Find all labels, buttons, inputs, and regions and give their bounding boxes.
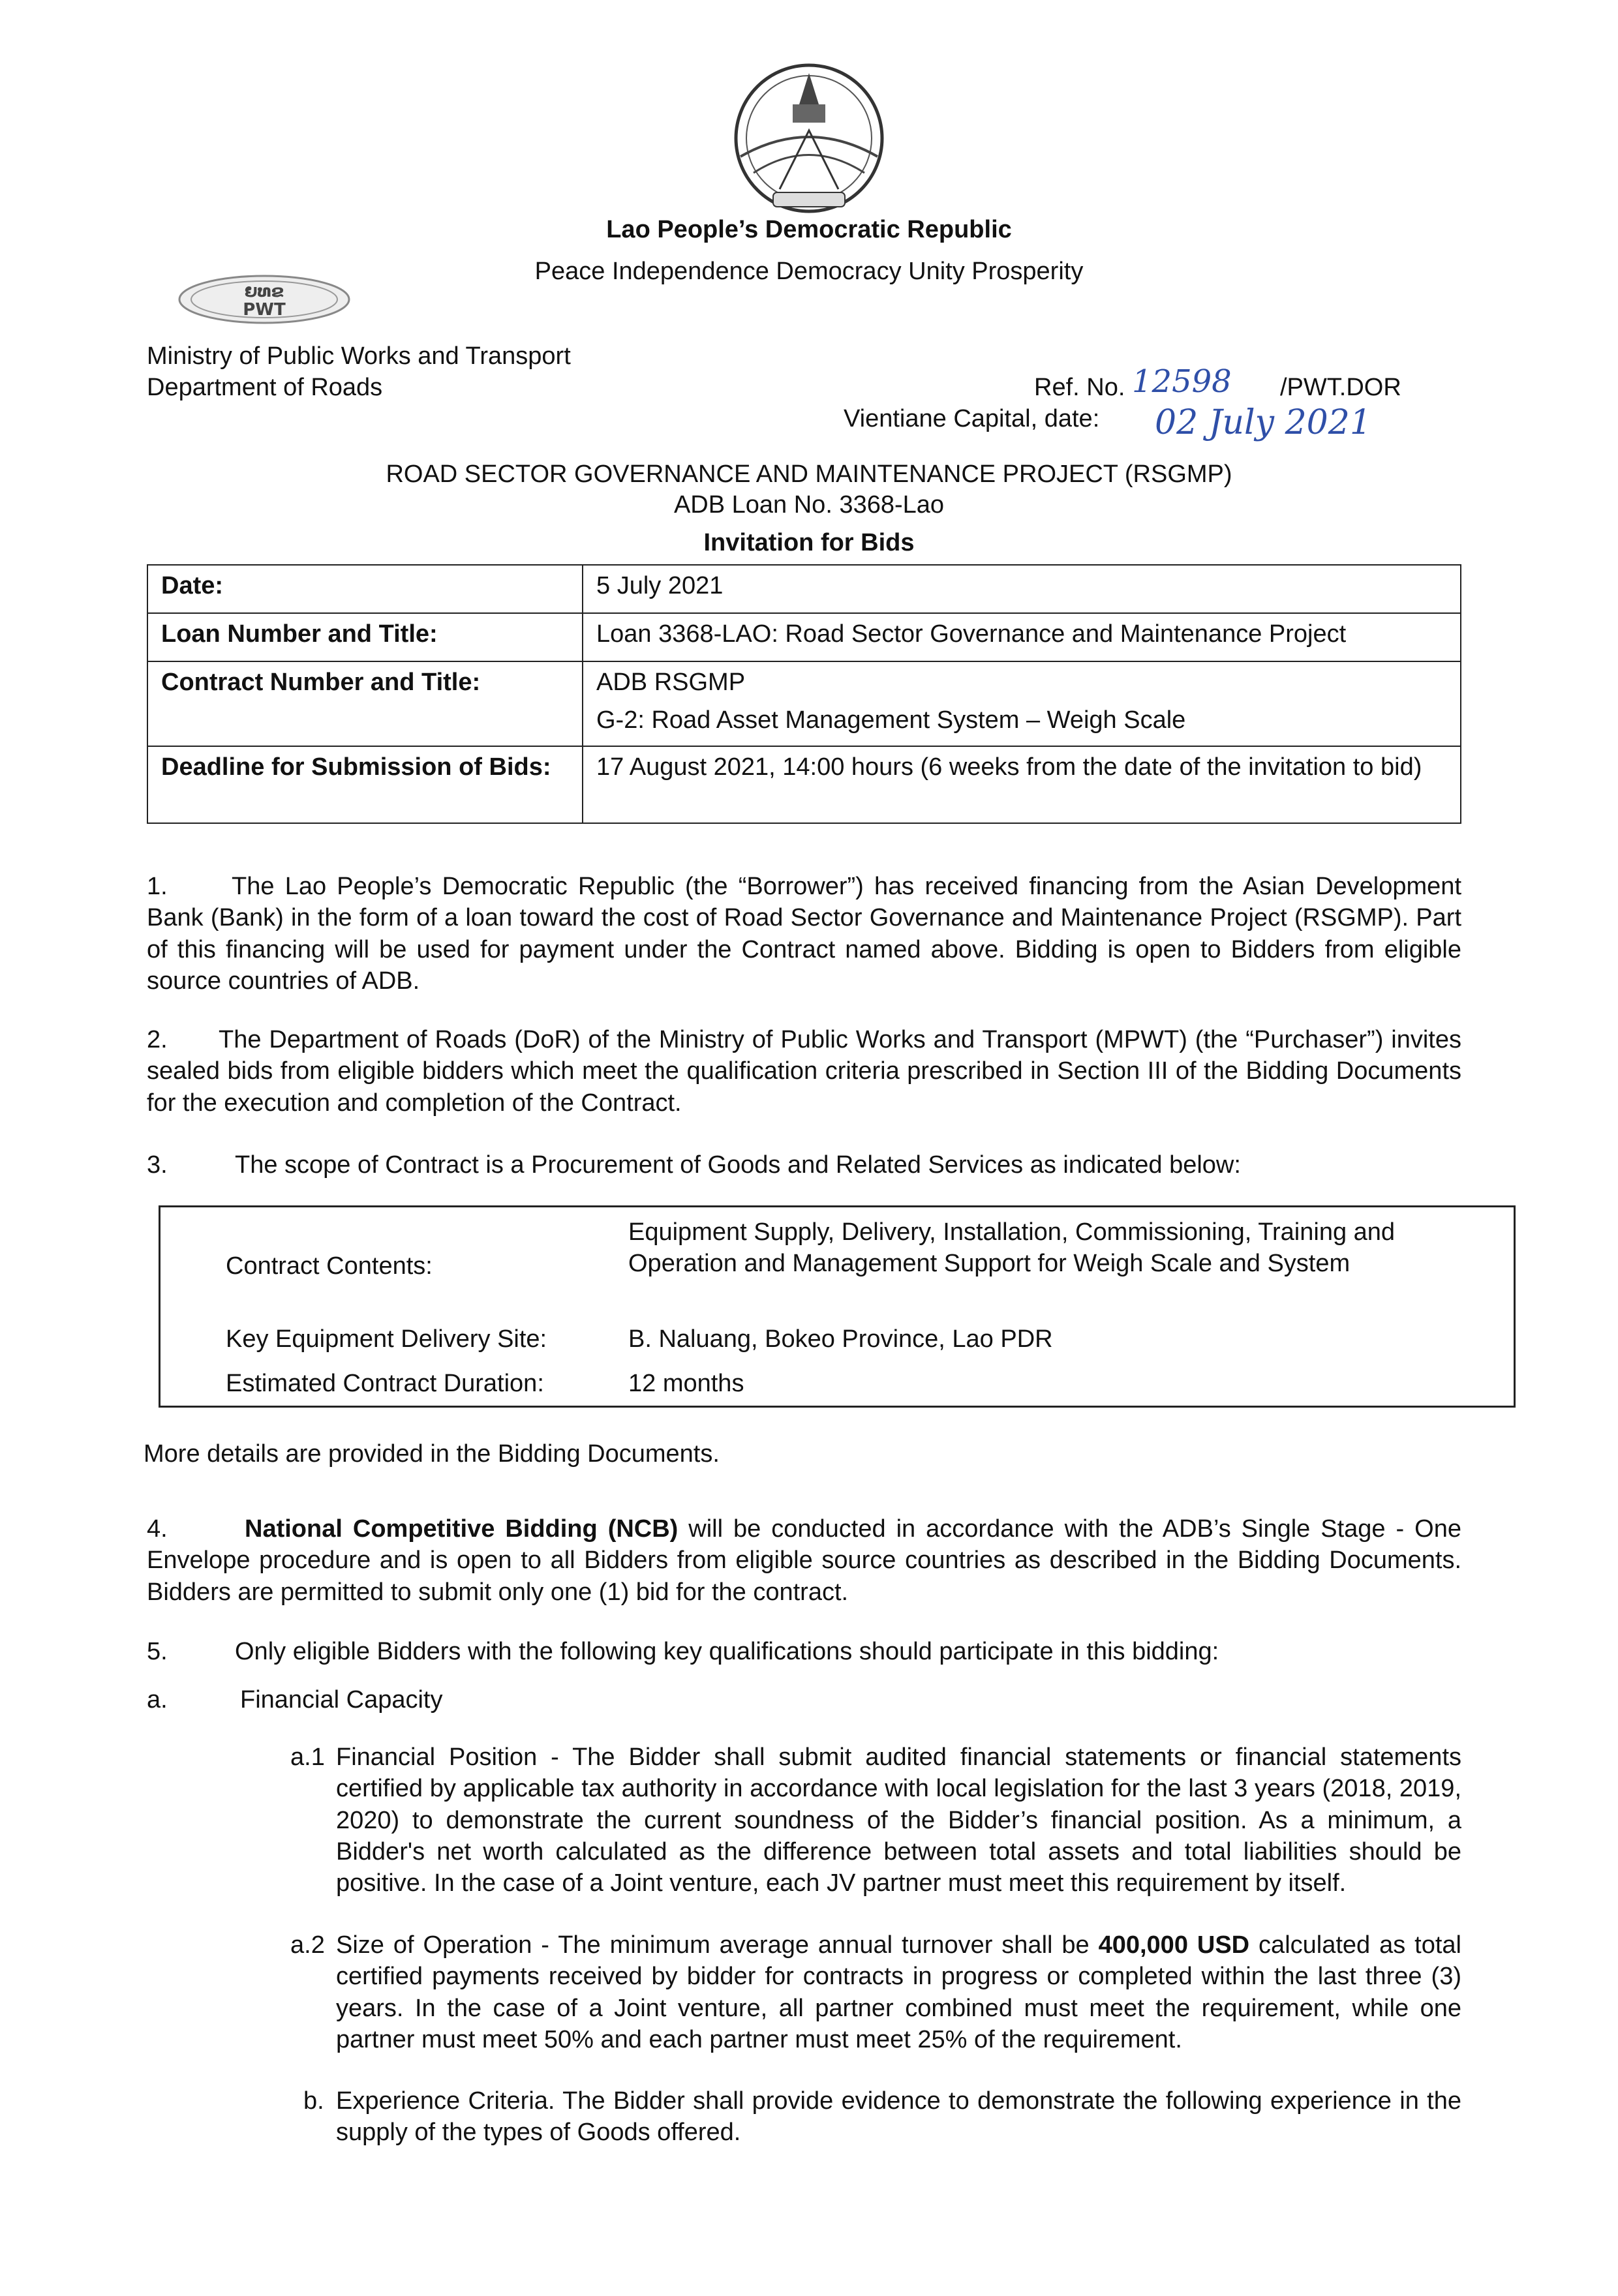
item-a2-text — [336, 1929, 1461, 2055]
ministry-name: Ministry of Public Works and Transport — [147, 342, 571, 370]
table-row — [147, 746, 1461, 823]
paragraph-3-text: The scope of Contract is a Procurement of Goods and Related Services as indicated below: — [235, 1151, 1241, 1179]
stamp-lao-text: ຍທຂ — [244, 282, 284, 301]
site-label: Key Equipment Delivery Site: — [226, 1325, 547, 1353]
national-emblem — [701, 59, 917, 219]
table-row — [147, 565, 1461, 613]
date-label: Vientiane Capital, date: — [844, 405, 1100, 432]
ref-label: Ref. No. — [1034, 374, 1125, 401]
item-a1-text: Financial Position - The Bidder shall submit audited financial statements or financial statements certified by applicable tax authority in accordance with local legislation for the last 3 years (2018, 2019, 2020) to demonstrate the current soundness of the Bidder’s financial position. As a minimum, a Bidder's net worth calculated as the difference between total assets and total liabilities should be positive. In the case of a Joint venture, each JV partner must meet this requirement by itself. — [336, 1744, 1461, 1897]
paragraph-2 — [147, 1024, 1461, 1119]
paragraph-3-number: 3. — [147, 1151, 168, 1179]
national-motto: Peace Independence Democracy Unity Prosperity — [534, 258, 1084, 285]
paragraph-2-text: The Department of Roads (DoR) of the Ministry of Public Works and Transport (MPWT) (the “Purchaser”) invites sealed bids from eligible bidders which meet the qualification criteria prescribed in Section III of the Bidding Documents for the execution and completion of the Contract. — [147, 1026, 1461, 1117]
scope-table — [159, 1205, 1516, 1408]
stamp-en-text: PWT — [243, 300, 286, 320]
item-a2-text-pre: Size of Operation - The minimum average annual turnover shall be — [336, 1931, 1099, 1959]
loan-value-cell: Loan 3368-LAO: Road Sector Governance and Maintenance Project — [583, 613, 1461, 661]
table-row — [147, 661, 1461, 746]
paragraph-5-text: Only eligible Bidders with the following key qualifications should participate in this bidding: — [235, 1638, 1219, 1665]
table-row — [147, 613, 1461, 661]
item-a2-text-post: calculated as total certified payments received by bidder for contracts in progress or completed within the last three (3) years. In the case of a Joint venture, all partner combined must meet the requirement, while one partner must meet 50% and each partner must meet 25% of the requirement. — [336, 1931, 1461, 2053]
ref-suffix: /PWT.DOR — [1280, 374, 1401, 401]
site-value: B. Naluang, Bokeo Province, Lao PDR — [628, 1325, 1053, 1353]
more-details-note: More details are provided in the Bidding Documents. — [144, 1440, 720, 1468]
contract-value-line-2: G-2: Road Asset Management System – Weigh Scale — [596, 706, 1186, 734]
item-a1-label: a.1 — [290, 1744, 325, 1771]
deadline-value-cell: 17 August 2021, 14:00 hours (6 weeks from the date of the invitation to bid) — [583, 746, 1461, 823]
department-name: Department of Roads — [147, 374, 383, 401]
contract-label-cell: Contract Number and Title: — [147, 661, 583, 746]
country-name: Lao People’s Democratic Republic — [606, 216, 1012, 243]
item-a-label: a. — [147, 1686, 168, 1714]
scope-row-contents — [226, 1216, 1474, 1321]
contract-value-cell — [583, 661, 1461, 746]
contents-value: Equipment Supply, Delivery, Installation, Commissioning, Training and Operation and Management Support for Weigh Scale and System — [628, 1218, 1396, 1278]
duration-label: Estimated Contract Duration: — [226, 1370, 544, 1397]
paragraph-5-number: 5. — [147, 1638, 168, 1665]
contents-label: Contract Contents: — [226, 1252, 433, 1280]
item-b-label: b. — [303, 2087, 324, 2115]
date-label-cell: Date: — [147, 565, 583, 613]
project-title: ROAD SECTOR GOVERNANCE AND MAINTENANCE PROJECT (RSGMP) — [386, 461, 1232, 488]
paragraph-2-number: 2. — [147, 1026, 168, 1053]
item-a2-label: a.2 — [290, 1931, 325, 1959]
deadline-label-cell: Deadline for Submission of Bids: — [147, 746, 583, 823]
paragraph-1-number: 1. — [147, 873, 168, 900]
paragraph-4-bold: National Competitive Bidding (NCB) — [245, 1515, 679, 1543]
item-a2-amount: 400,000 USD — [1098, 1931, 1250, 1959]
document-heading: Invitation for Bids — [703, 529, 915, 556]
duration-value: 12 months — [628, 1370, 744, 1397]
paragraph-1 — [147, 871, 1461, 997]
loan-line: ADB Loan No. 3368-Lao — [673, 491, 945, 519]
contract-value-line-1: ADB RSGMP — [596, 669, 746, 696]
paragraph-1-text: The Lao People’s Democratic Republic (the “Borrower”) has received financing from the Asian Development Bank (Bank) in the form of a loan toward the cost of Road Sector Governance and Maintenance Project (RSGMP). Part of this financing will be used for payment under the Contract named above. Bidding is open to Bidders from eligible source countries of ADB. — [147, 873, 1461, 995]
paragraph-4 — [147, 1513, 1461, 1608]
paragraph-4-number: 4. — [147, 1515, 168, 1543]
loan-label-cell: Loan Number and Title: — [147, 613, 583, 661]
ref-number-handwritten: 12598 — [1132, 363, 1232, 400]
date-handwritten: 02 July 2021 — [1155, 403, 1371, 442]
date-value-cell: 5 July 2021 — [583, 565, 1461, 613]
item-a-title: Financial Capacity — [240, 1686, 443, 1714]
paragraph-4-text: will be conducted in accordance with the ADB’s Single Stage - One Envelope procedure and is open to all Bidders from eligible source countries as described in the Bidding Documents. Bidders are permitted to submit only one (1) bid for the contract. — [147, 1515, 1461, 1606]
bid-info-table — [147, 564, 1461, 824]
item-b-text: Experience Criteria. The Bidder shall provide evidence to demonstrate the following experience in the supply of the types of Goods offered. — [336, 2087, 1461, 2147]
